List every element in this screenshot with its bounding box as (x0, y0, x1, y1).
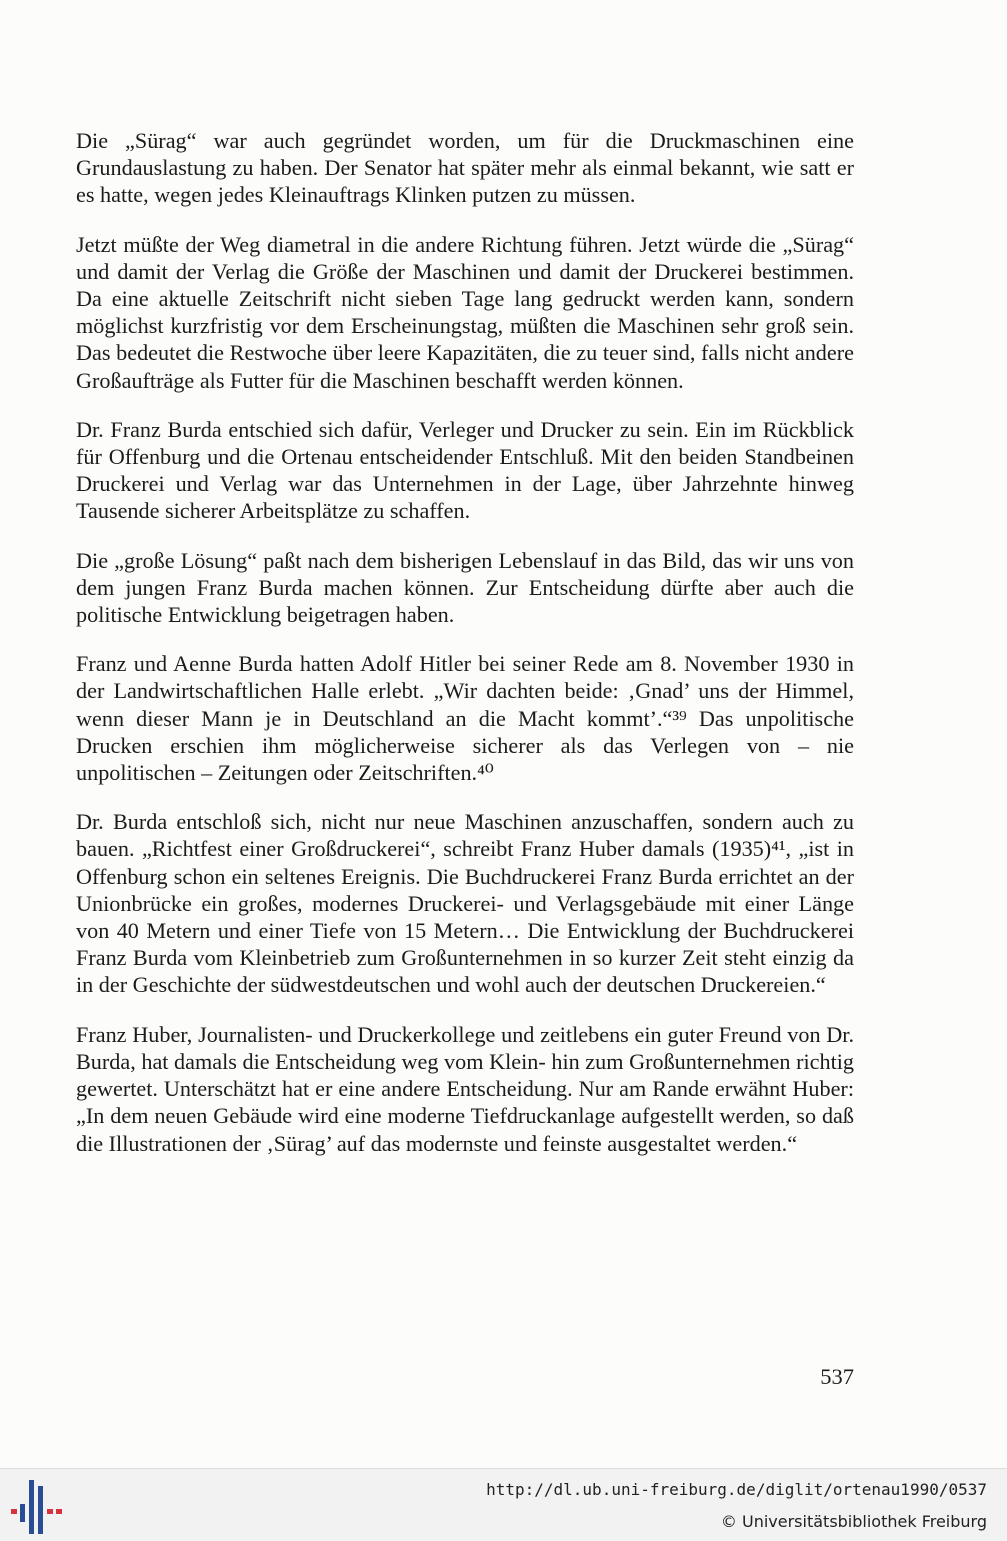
body-text (76, 127, 854, 1157)
paragraph: Dr. Franz Burda entschied sich dafür, Verleger und Drucker zu sein. Ein im Rückblick für Offenburg und die Ortenau entscheidender Entschluß. Mit den beiden Standbeinen Druckerei und Verlag war das Unternehmen in der Lage, über Jahrzehnte hinweg Tausende sicherer Arbeitsplätze zu schaffen. (76, 416, 854, 524)
paragraph: Dr. Burda entschloß sich, nicht nur neue Maschinen anzuschaffen, sondern auch zu bauen. „Richtfest einer Großdruckerei“, schreibt Franz Huber damals (1935)⁴¹, „ist in Offenburg schon ein seltenes Ereignis. Die Buchdruckerei Franz Burda errichtet an der Unionbrücke ein großes, modernes Druckerei- und Verlagsgebäude mit einer Länge von 40 Metern und einer Tiefe von 15 Metern… Die Entwicklung der Buchdruckerei Franz Burda vom Kleinbetrieb zum Großunternehmen in so kurzer Zeit steht einzig da in der Geschichte der südwestdeutschen und wohl auch der deutschen Druckereien.“ (76, 809, 854, 998)
paragraph: Die „große Lösung“ paßt nach dem bisherigen Lebenslauf in das Bild, das wir uns von dem jungen Franz Burda machen können. Zur Entscheidung dürfte aber auch die politische Entwicklung beigetragen haben. (76, 547, 854, 628)
paragraph: Die „Sürag“ war auch gegründet worden, um für die Druckmaschinen eine Grundauslastung zu haben. Der Senator hat später mehr als einmal bekannt, wie satt er es hatte, wegen jedes Kleinauftrags Klinken putzen zu müssen. (76, 128, 854, 208)
copyright-notice: © Universitätsbibliothek Freiburg (720, 1512, 987, 1531)
paragraph: Franz Huber, Journalisten- und Druckerkollege und zeitlebens ein guter Freund von Dr. Burda, hat damals die Entscheidung weg vom Klein- hin zum Großunternehmen richtig gewertet. Unterschätzt hat er eine andere Entscheidung. Nur am Rande erwähnt Huber: „In dem neuen Gebäude wird eine moderne Tiefdruckanlage aufgestellt werden, so daß die Illustrationen der ‚Sürag’ auf das modernste und feinste ausgestaltet werden.“ (76, 1021, 854, 1156)
paragraph: Jetzt müßte der Weg diametral in die andere Richtung führen. Jetzt würde die „Sürag“ und damit der Verlag die Größe der Maschinen und damit der Druckerei bestimmen. Da eine aktuelle Zeitschrift nicht sieben Tage lang gedruckt werden kann, sondern möglichst kurzfristig vor dem Erscheinungstag, müßten die Maschinen sehr groß sein. Das bedeutet die Restwoche über leere Kapazitäten, die zu teuer sind, falls nicht andere Großaufträge als Futter für die Maschinen beschafft werden können. (76, 231, 854, 393)
page-number: 537 (820, 1364, 854, 1389)
source-url[interactable]: http://dl.ub.uni-freiburg.de/diglit/ortenau1990/0537 (486, 1480, 987, 1499)
footer-bar (0, 1468, 1007, 1541)
paragraph: Franz und Aenne Burda hatten Adolf Hitler bei seiner Rede am 8. November 1930 in der Landwirtschaftlichen Halle erlebt. „Wir dachten beide: ‚Gnad’ uns der Himmel, wenn dieser Mann je in Deutschland an die Macht kommt’.“³⁹ Das unpolitische Drucken erschien ihm möglicherweise sicherer als das Verlegen von – nie unpolitischen – Zeitungen oder Zeitschriften.⁴⁰ (76, 651, 854, 786)
ub-freiburg-logo-icon (8, 1478, 66, 1536)
